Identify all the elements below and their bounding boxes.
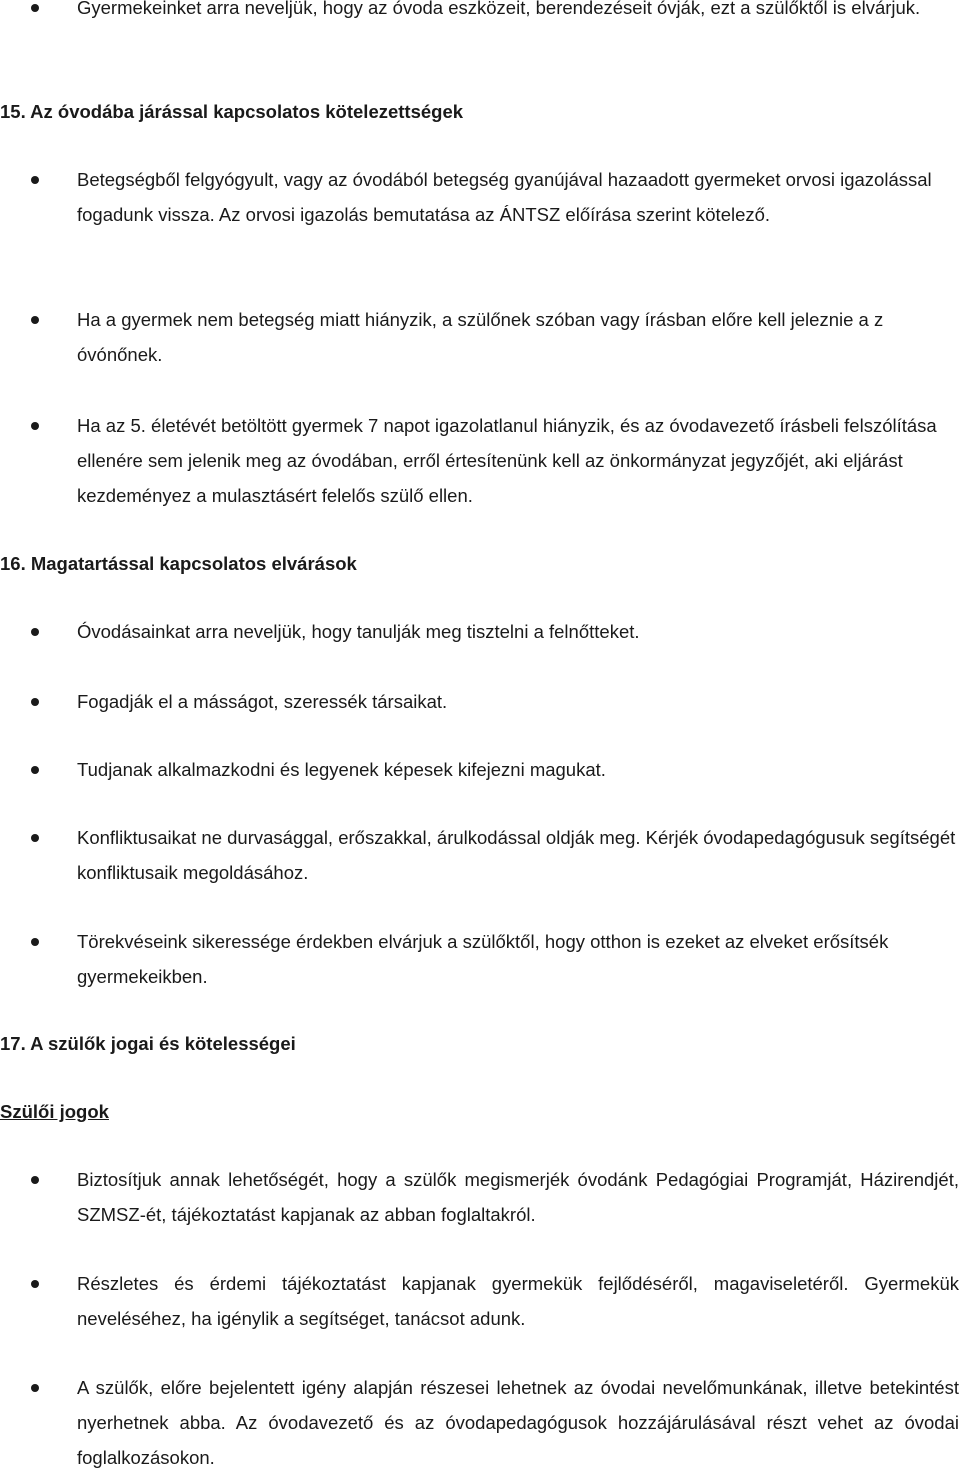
bullet-icon bbox=[31, 628, 39, 636]
bullet-icon bbox=[31, 938, 39, 946]
list-item-text: Fogadják el a másságot, szeressék társaikat. bbox=[77, 691, 448, 712]
bullet-icon bbox=[31, 1176, 39, 1184]
list-item-text: Törekvéseink sikeressége érdekben elvárjuk a szülőktől, hogy otthon is ezeket az elveket erősítsék gyermekeikben. bbox=[77, 931, 889, 987]
list-item-text: A szülők, előre bejelentett igény alapján részesei lehetnek az óvodai nevelőmunkának, illetve betekintést nyerhetnek abba. Az óvodavezető és az óvodapedagógusok hozzájárulásával részt vehet az óvodai foglalkozásokon. bbox=[77, 1377, 959, 1468]
list-item-text: Tudjanak alkalmazkodni és legyenek képesek kifejezni magukat. bbox=[77, 759, 606, 780]
list-item-text: Részletes és érdemi tájékoztatást kapjanak gyermekük fejlődéséről, magaviseletéről. Gyermekük neveléséhez, ha igénylik a segítséget, tanácsot adunk. bbox=[77, 1273, 959, 1329]
section-heading-16: 16. Magatartással kapcsolatos elvárások bbox=[0, 553, 357, 574]
subheading-parent-rights: Szülői jogok bbox=[0, 1101, 109, 1122]
bullet-icon bbox=[31, 698, 39, 706]
list-item-text: Biztosítjuk annak lehetőségét, hogy a szülők megismerjék óvodánk Pedagógiai Programját, Házirendjét, SZMSZ-ét, tájékoztatást kapjanak az abban foglaltakról. bbox=[77, 1169, 959, 1225]
bullet-icon bbox=[31, 4, 39, 12]
bullet-icon bbox=[31, 766, 39, 774]
bullet-icon bbox=[31, 1280, 39, 1288]
list-item-text: Ha a gyermek nem betegség miatt hiányzik, a szülőnek szóban vagy írásban előre kell jeleznie a z óvónőnek. bbox=[77, 309, 884, 365]
section-heading-17: 17. A szülők jogai és kötelességei bbox=[0, 1033, 296, 1054]
list-item-text: Óvodásainkat arra neveljük, hogy tanulják meg tisztelni a felnőtteket. bbox=[77, 621, 640, 642]
bullet-icon bbox=[31, 176, 39, 184]
list-item-text: Konfliktusaikat ne durvasággal, erőszakkal, árulkodással oldják meg. Kérjék óvodapedagógusuk segítségét konfliktusaik megoldásához. bbox=[77, 827, 956, 883]
bullet-icon bbox=[31, 316, 39, 324]
list-item-text: Betegségből felgyógyult, vagy az óvodából betegség gyanújával hazaadott gyermeket orvosi igazolással fogadunk vissza. Az orvosi igazolás bemutatása az ÁNTSZ előírása szerint kötelező. bbox=[77, 169, 932, 225]
bullet-icon bbox=[31, 422, 39, 430]
list-item-text: Ha az 5. életévét betöltött gyermek 7 napot igazolatlanul hiányzik, és az óvodavezető írásbeli felszólítása ellenére sem jelenik meg az óvodában, erről értesítenünk kell az önkormányzat jegyzőjét, aki eljárást kezdeményez a mulasztásért felelős szülő ellen. bbox=[77, 415, 937, 506]
section-heading-15: 15. Az óvodába járással kapcsolatos kötelezettségek bbox=[0, 101, 464, 122]
bullet-icon bbox=[31, 1384, 39, 1392]
bullet-icon bbox=[31, 834, 39, 842]
list-item-text: Gyermekeinket arra neveljük, hogy az óvoda eszközeit, berendezéseit óvják, ezt a szülőktől is elvárjuk. bbox=[77, 0, 921, 18]
